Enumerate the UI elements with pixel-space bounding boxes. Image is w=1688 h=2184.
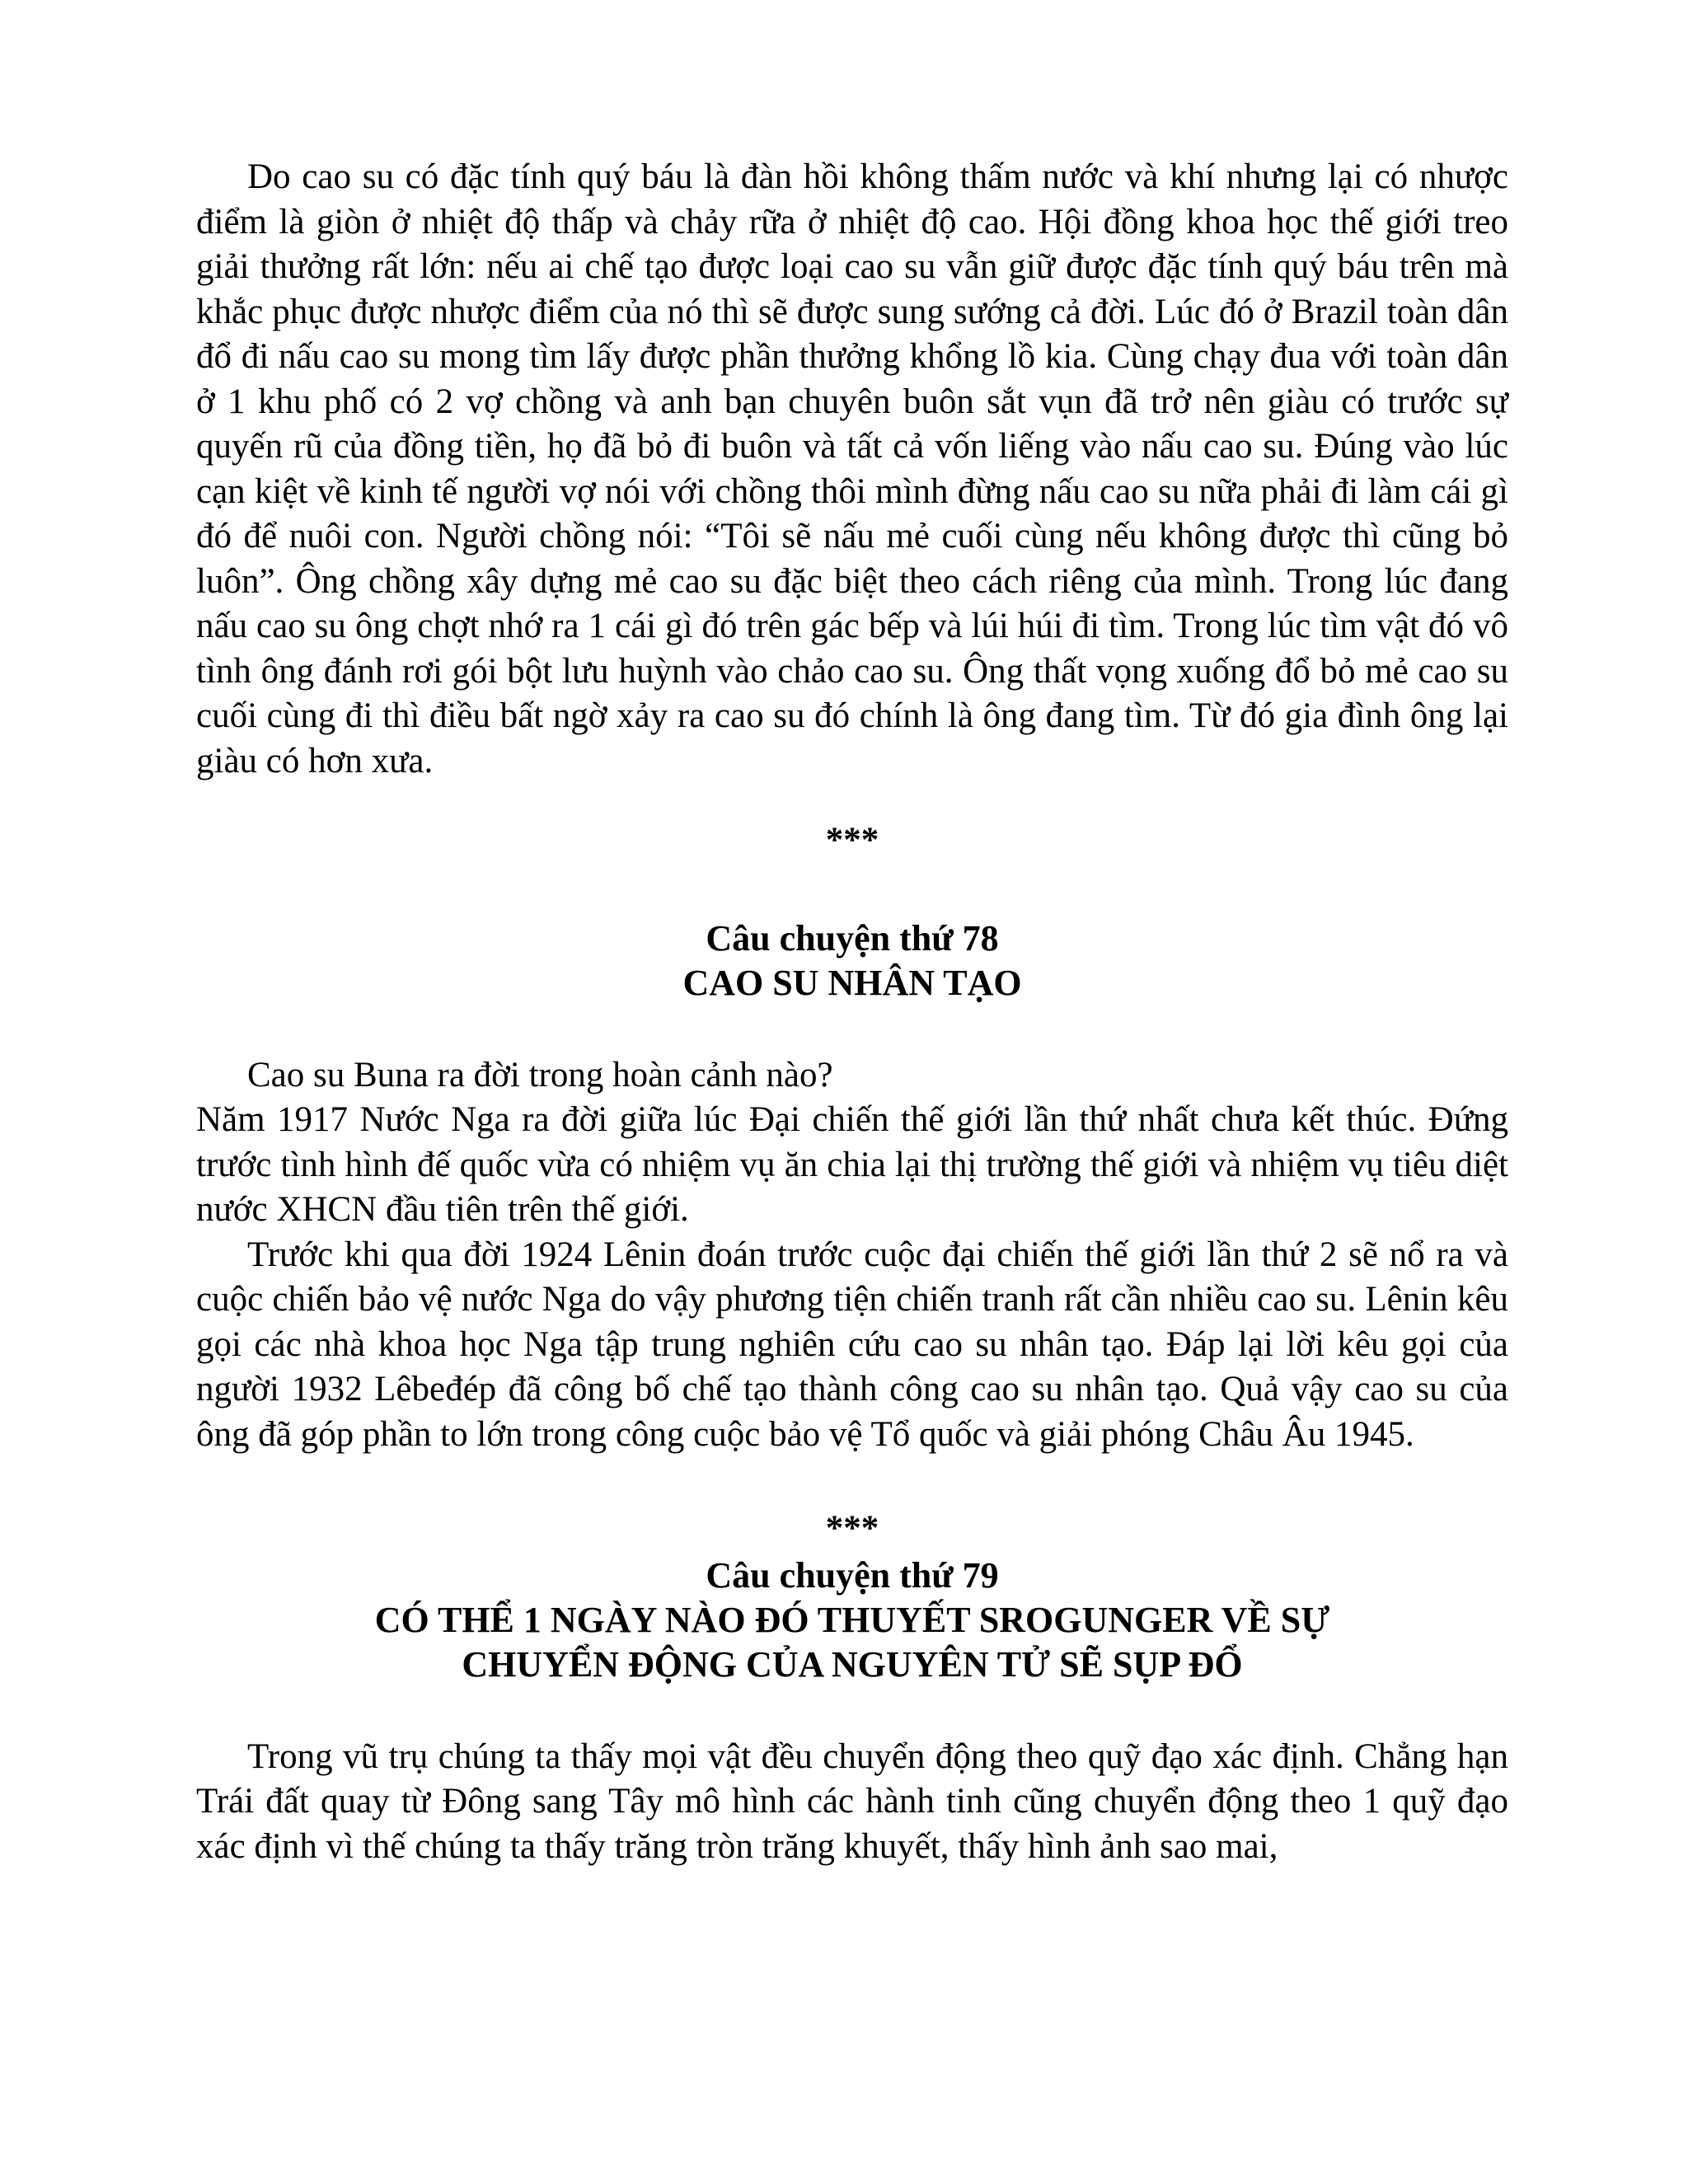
story79-heading: [196, 1554, 1508, 1687]
story79-subtitle-line2: CHUYỂN ĐỘNG CỦA NGUYÊN TỬ SẼ SỤP ĐỔ: [462, 1643, 1243, 1685]
story78-title: Câu chuyện thứ 78: [706, 917, 999, 958]
story79-title: Câu chuyện thứ 79: [706, 1554, 999, 1596]
story78-heading: [196, 916, 1508, 1005]
story77-paragraph: Do cao su có đặc tính quý báu là đàn hồi không thấm nước và khí nhưng lại có nhược điểm là giòn ở nhiệt độ thấp và chảy rữa ở nhiệt độ cao. Hội đồng khoa học thế giới treo giải thưởng rất lớn: nếu ai chế tạo được loại cao su vẫn giữ được đặc tính quý báu trên mà khắc phục được nhược điểm của nó thì sẽ được sung sướng cả đời. Lúc đó ở Brazil toàn dân đổ đi nấu cao su mong tìm lấy được phần thưởng khổng lồ kia. Cùng chạy đua với toàn dân ở 1 khu phố có 2 vợ chồng và anh bạn chuyên buôn sắt vụn đã trở nên giàu có trước sự quyến rũ của đồng tiền, họ đã bỏ đi buôn và tất cả vốn liếng vào nấu cao su. Đúng vào lúc cạn kiệt về kinh tế người vợ nói với chồng thôi mình đừng nấu cao su nữa phải đi làm cái gì đó để nuôi con. Người chồng nói: “Tôi sẽ nấu mẻ cuối cùng nếu không được thì cũng bỏ luôn”. Ông chồng xây dựng mẻ cao su đặc biệt theo cách riêng của mình. Trong lúc đang nấu cao su ông chợt nhớ ra 1 cái gì đó trên gác bếp và lúi húi đi tìm. Trong lúc tìm vật đó vô tình ông đánh rơi gói bột lưu huỳnh vào chảo cao su. Ông thất vọng xuống đổ bỏ mẻ cao su cuối cùng đi thì điều bất ngờ xảy ra cao su đó chính là ông đang tìm. Từ đó gia đình ông lại giàu có hơn xưa.: [196, 157, 1508, 780]
story78-paragraph2: Trước khi qua đời 1924 Lênin đoán trước cuộc đại chiến thế giới lần thứ 2 sẽ nổ ra và cuộc chiến bảo vệ nước Nga do vậy phương tiện chiến tranh rất cần nhiều cao su. Lênin kêu gọi các nhà khoa học Nga tập trung nghiên cứu cao su nhân tạo. Đáp lại lời kêu gọi của người 1932 Lêbeđép đã công bố chế tạo thành công cao su nhân tạo. Quả vậy cao su của ông đã góp phần to lớn trong công cuộc bảo vệ Tổ quốc và giải phóng Châu Âu 1945.: [196, 1235, 1508, 1454]
story79-paragraph: Trong vũ trụ chúng ta thấy mọi vật đều chuyển động theo quỹ đạo xác định. Chẳng hạn Trái đất quay từ Đông sang Tây mô hình các hành tinh cũng chuyển động theo 1 quỹ đạo xác định vì thế chúng ta thấy trăng tròn trăng khuyết, thấy hình ảnh sao mai,: [196, 1736, 1508, 1866]
section-separator-2: ***: [825, 1509, 879, 1548]
story78-subtitle: CAO SU NHÂN TẠO: [682, 962, 1022, 1003]
section-separator: ***: [825, 821, 879, 860]
story78-question: Cao su Buna ra đời trong hoàn cảnh nào?: [247, 1055, 833, 1094]
story78-paragraph1: Năm 1917 Nước Nga ra đời giữa lúc Đại chiến thế giới lần thứ nhất chưa kết thúc. Đứng trước tình hình đế quốc vừa có nhiệm vụ ăn chia lại thị trường thế giới và nhiệm vụ tiêu diệt nước XHCN đầu tiên trên thế giới.: [196, 1100, 1508, 1229]
story78-body: [196, 1053, 1508, 1458]
story79-subtitle-line1: CÓ THỂ 1 NGÀY NÀO ĐÓ THUYẾT SROGUNGER VỀ SỰ: [374, 1599, 1330, 1640]
story79-body: [196, 1735, 1508, 1870]
document-page: [196, 155, 1508, 1869]
